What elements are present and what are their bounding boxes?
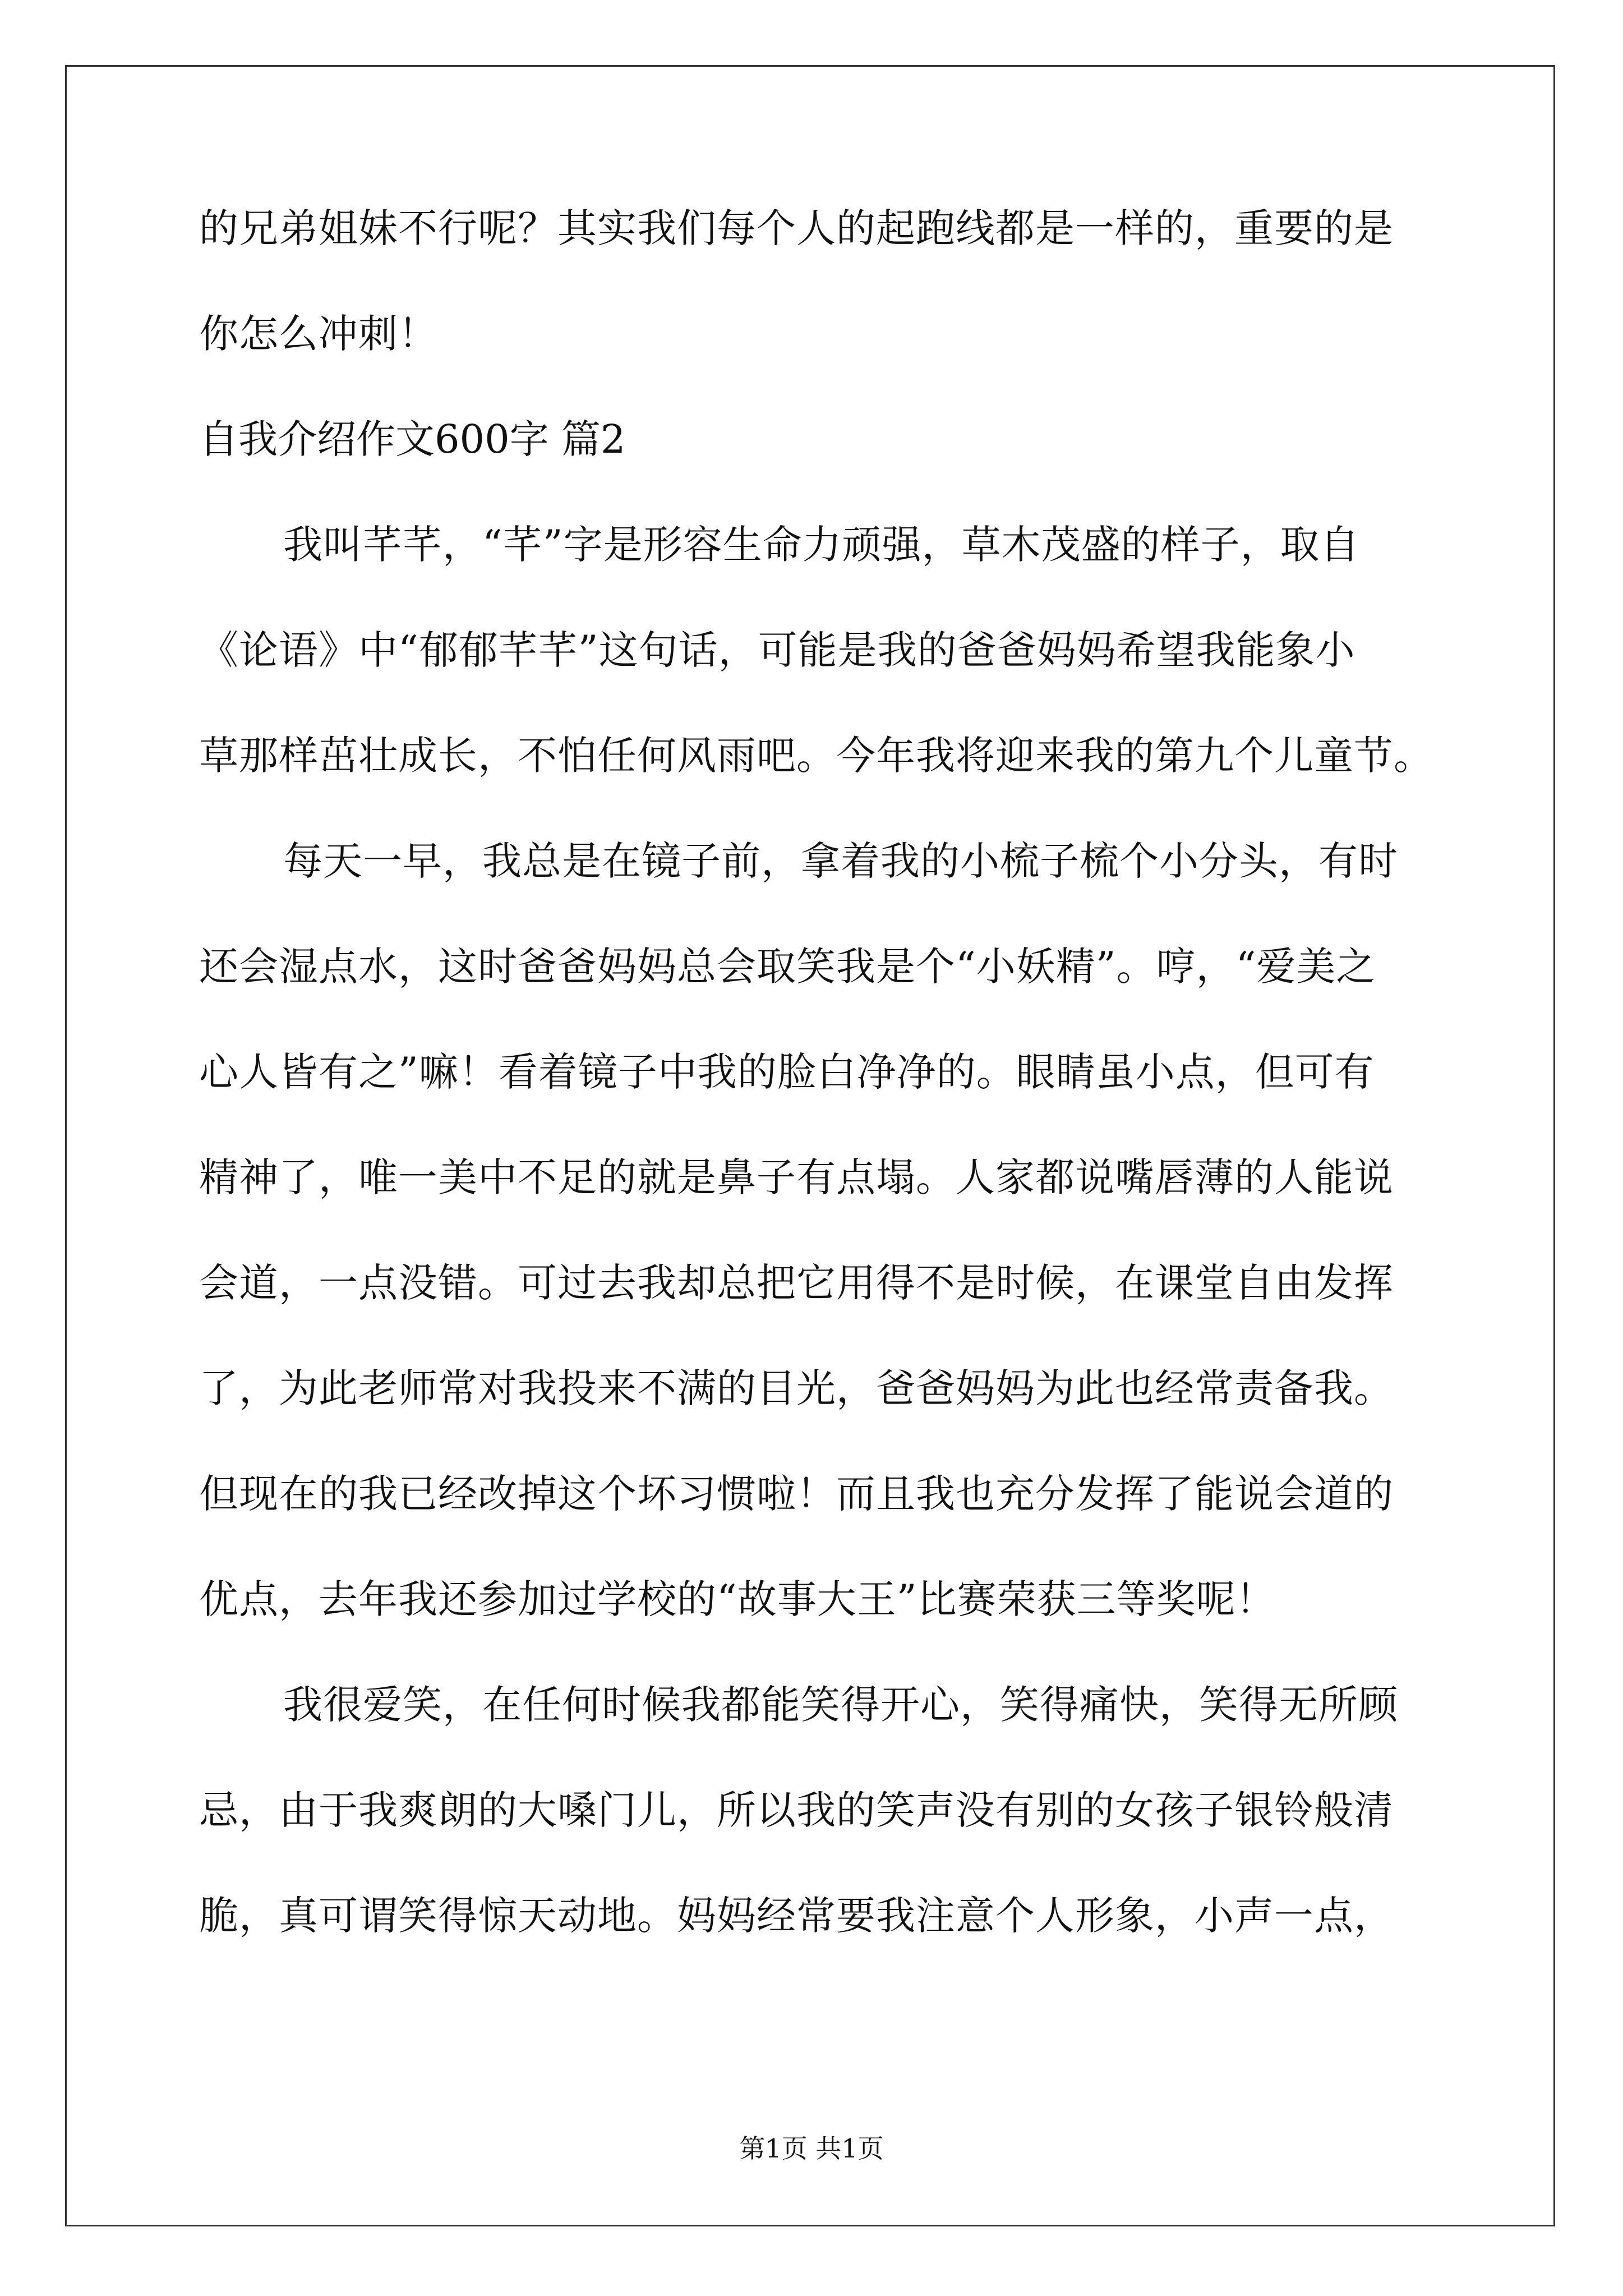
text-line: 我叫芊芊，“芊”字是形容生命力顽强，草木茂盛的样子，取自	[283, 522, 1360, 568]
text-line: 会道，一点没错。可过去我却总把它用得不是时候，在课堂自由发挥	[199, 1260, 1394, 1306]
text-line: 我很爱笑，在任何时候我都能笑得开心，笑得痛快，笑得无所顾	[283, 1682, 1398, 1728]
document-body	[199, 202, 1461, 1995]
text-line: 了，为此老师常对我投来不满的目光，爸爸妈妈为此也经常责备我。	[199, 1365, 1394, 1411]
text-line: 优点，去年我还参加过学校的“故事大王”比赛荣获三等奖呢！	[199, 1576, 1276, 1622]
page-number: 第1页 共1页	[739, 2133, 884, 2164]
text-line: 你怎么冲刺！	[199, 311, 438, 357]
text-line: 《论语》中“郁郁芊芊”这句话，可能是我的爸爸妈妈希望我能象小	[199, 627, 1355, 673]
text-line: 的兄弟姐妹不行呢？其实我们每个人的起跑线都是一样的，重要的是	[199, 205, 1394, 251]
section-title: 自我介绍作文600字 篇2	[199, 416, 626, 462]
text-line: 精神了，唯一美中不足的就是鼻子有点塌。人家都说嘴唇薄的人能说	[199, 1154, 1394, 1200]
text-line: 心人皆有之”嘛！看着镜子中我的脸白净净的。眼睛虽小点，但可有	[199, 1049, 1375, 1095]
text-line: 还会湿点水，这时爸爸妈妈总会取笑我是个“小妖精”。哼，“爱美之	[199, 944, 1376, 990]
text-line: 但现在的我已经改掉这个坏习惯啦！而且我也充分发挥了能说会道的	[199, 1471, 1394, 1517]
text-line: 脆，真可谓笑得惊天动地。妈妈经常要我注意个人形象，小声一点，	[199, 1893, 1394, 1939]
text-line: 草那样茁壮成长，不怕任何风雨吧。今年我将迎来我的第九个儿童节。	[199, 733, 1433, 779]
text-line: 忌，由于我爽朗的大嗓门儿，所以我的笑声没有别的女孩子银铃般清	[199, 1787, 1394, 1833]
text-line: 每天一早，我总是在镜子前，拿着我的小梳子梳个小分头，有时	[283, 838, 1398, 884]
